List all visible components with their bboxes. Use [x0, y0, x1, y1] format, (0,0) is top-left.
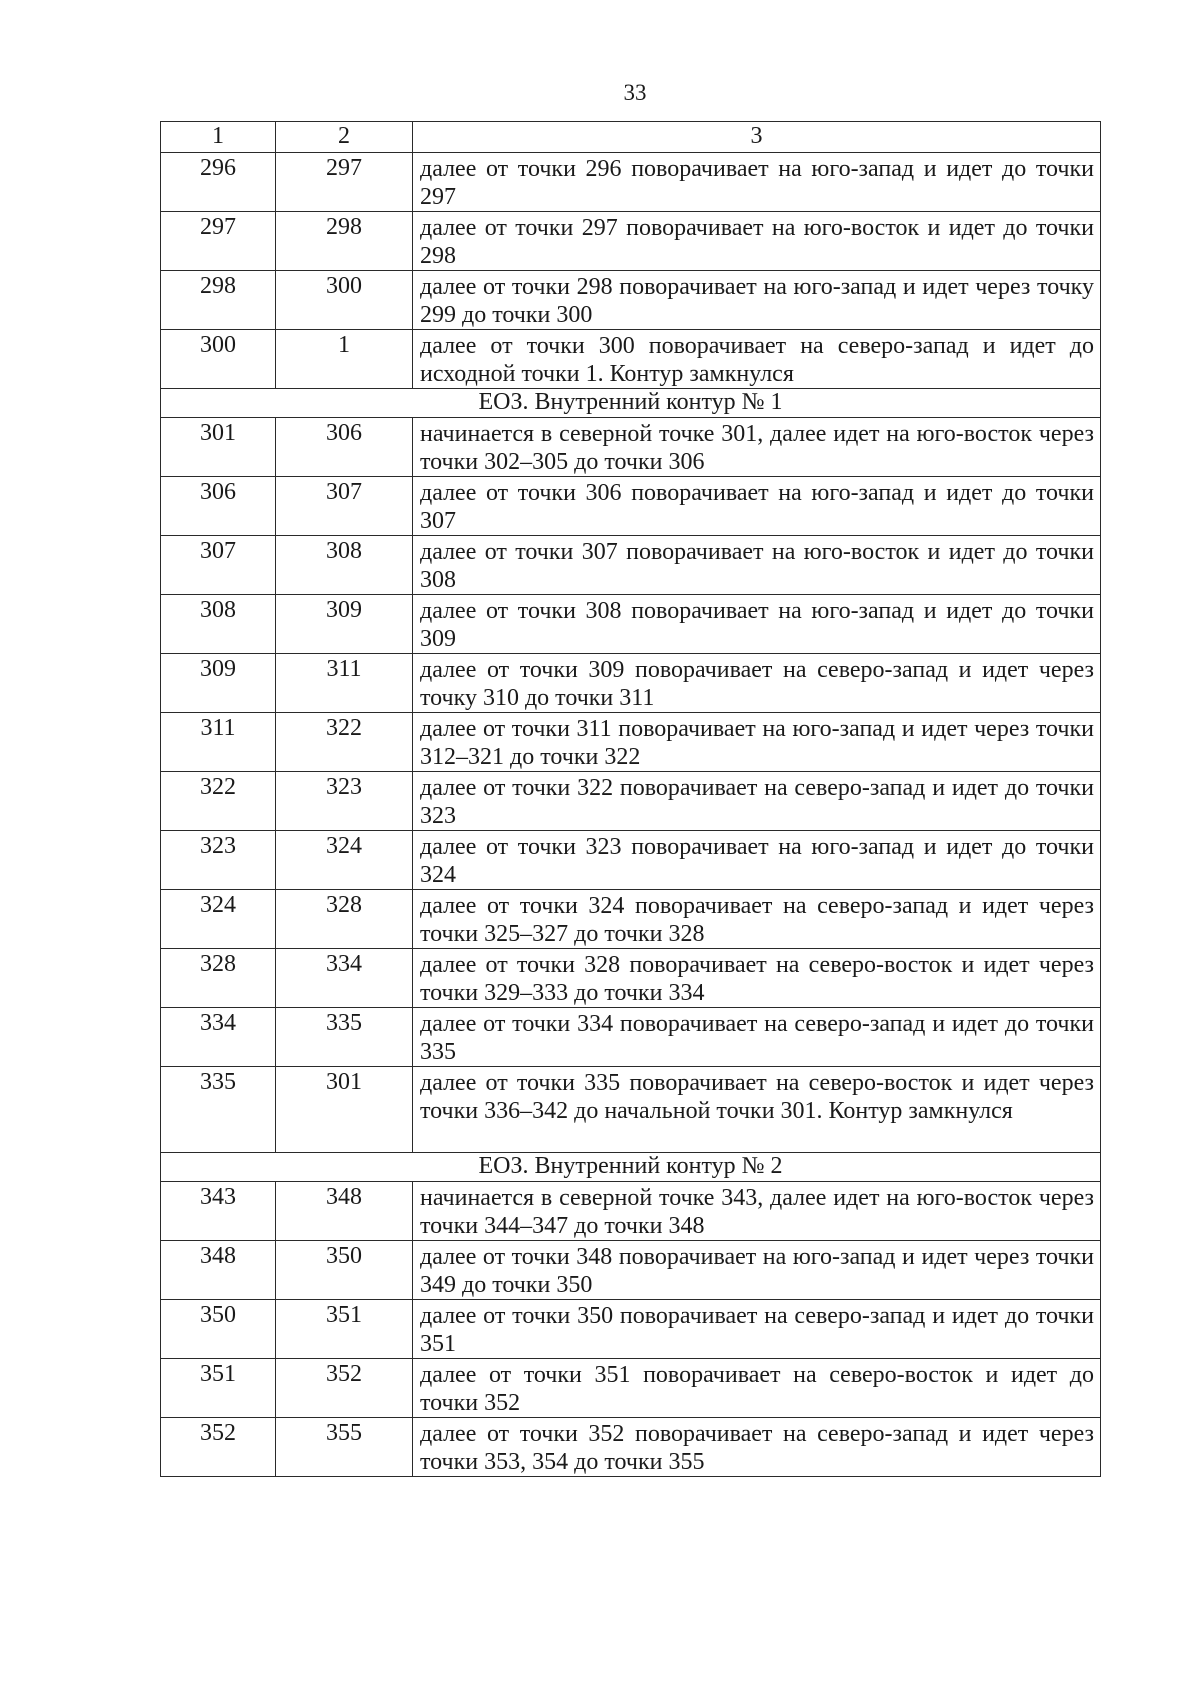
table-row	[161, 1241, 1101, 1300]
to-point-cell: 300	[276, 271, 413, 330]
description-cell: далее от точки 324 поворачивает на северо-запад и идет через точки 325–327 до точки 328	[413, 890, 1101, 949]
to-point-cell: 348	[276, 1182, 413, 1241]
from-point-cell: 348	[161, 1241, 276, 1300]
section-heading: ЕОЗ. Внутренний контур № 1	[161, 389, 1101, 418]
to-point-cell: 307	[276, 477, 413, 536]
to-point-cell: 335	[276, 1008, 413, 1067]
from-point-cell: 351	[161, 1359, 276, 1418]
to-point-cell: 328	[276, 890, 413, 949]
description-cell: далее от точки 308 поворачивает на юго-запад и идет до точки 309	[413, 595, 1101, 654]
from-point-cell: 324	[161, 890, 276, 949]
to-point-cell: 306	[276, 418, 413, 477]
from-point-cell: 352	[161, 1418, 276, 1477]
table-row	[161, 330, 1101, 389]
from-point-cell: 322	[161, 772, 276, 831]
section-heading-row	[161, 389, 1101, 418]
table-row	[161, 1300, 1101, 1359]
from-point-cell: 323	[161, 831, 276, 890]
table-row	[161, 890, 1101, 949]
boundary-description-table	[160, 121, 1101, 1477]
page-number: 33	[623, 80, 647, 105]
column-header-1: 1	[161, 122, 276, 153]
table-row	[161, 831, 1101, 890]
table-row	[161, 772, 1101, 831]
from-point-cell: 306	[161, 477, 276, 536]
table-row	[161, 418, 1101, 477]
description-cell: далее от точки 335 поворачивает на северо-восток и идет через точки 336–342 до начальной точки 301. Контур замкнулся	[413, 1067, 1101, 1153]
description-cell: далее от точки 323 поворачивает на юго-запад и идет до точки 324	[413, 831, 1101, 890]
description-cell: далее от точки 328 поворачивает на северо-восток и идет через точки 329–333 до точки 334	[413, 949, 1101, 1008]
from-point-cell: 309	[161, 654, 276, 713]
from-point-cell: 298	[161, 271, 276, 330]
to-point-cell: 301	[276, 1067, 413, 1153]
to-point-cell: 309	[276, 595, 413, 654]
table-row	[161, 1359, 1101, 1418]
table-row	[161, 153, 1101, 212]
to-point-cell: 323	[276, 772, 413, 831]
column-header-2: 2	[276, 122, 413, 153]
from-point-cell: 334	[161, 1008, 276, 1067]
from-point-cell: 335	[161, 1067, 276, 1153]
description-cell: далее от точки 300 поворачивает на северо-запад и идет до исходной точки 1. Контур замкнулся	[413, 330, 1101, 389]
table-row	[161, 271, 1101, 330]
from-point-cell: 300	[161, 330, 276, 389]
to-point-cell: 324	[276, 831, 413, 890]
to-point-cell: 311	[276, 654, 413, 713]
table-row	[161, 949, 1101, 1008]
description-cell: начинается в северной точке 301, далее идет на юго-восток через точки 302–305 до точки 306	[413, 418, 1101, 477]
table-header-row	[161, 122, 1101, 153]
to-point-cell: 308	[276, 536, 413, 595]
from-point-cell: 311	[161, 713, 276, 772]
description-cell: далее от точки 307 поворачивает на юго-восток и идет до точки 308	[413, 536, 1101, 595]
description-cell: далее от точки 298 поворачивает на юго-запад и идет через точку 299 до точки 300	[413, 271, 1101, 330]
to-point-cell: 1	[276, 330, 413, 389]
to-point-cell: 355	[276, 1418, 413, 1477]
description-cell: далее от точки 352 поворачивает на северо-запад и идет через точки 353, 354 до точки 355	[413, 1418, 1101, 1477]
table-row	[161, 1182, 1101, 1241]
description-cell: далее от точки 350 поворачивает на северо-запад и идет до точки 351	[413, 1300, 1101, 1359]
section-heading: ЕОЗ. Внутренний контур № 2	[161, 1153, 1101, 1182]
table-row	[161, 1008, 1101, 1067]
from-point-cell: 307	[161, 536, 276, 595]
to-point-cell: 322	[276, 713, 413, 772]
from-point-cell: 350	[161, 1300, 276, 1359]
description-cell: далее от точки 351 поворачивает на северо-восток и идет до точки 352	[413, 1359, 1101, 1418]
to-point-cell: 351	[276, 1300, 413, 1359]
description-cell: далее от точки 311 поворачивает на юго-запад и идет через точки 312–321 до точки 322	[413, 713, 1101, 772]
table-row	[161, 1418, 1101, 1477]
description-cell: начинается в северной точке 343, далее идет на юго-восток через точки 344–347 до точки 348	[413, 1182, 1101, 1241]
description-cell: далее от точки 297 поворачивает на юго-восток и идет до точки 298	[413, 212, 1101, 271]
to-point-cell: 298	[276, 212, 413, 271]
from-point-cell: 343	[161, 1182, 276, 1241]
table-row	[161, 713, 1101, 772]
to-point-cell: 350	[276, 1241, 413, 1300]
to-point-cell: 297	[276, 153, 413, 212]
to-point-cell: 352	[276, 1359, 413, 1418]
from-point-cell: 328	[161, 949, 276, 1008]
from-point-cell: 301	[161, 418, 276, 477]
description-cell: далее от точки 334 поворачивает на северо-запад и идет до точки 335	[413, 1008, 1101, 1067]
section-heading-row	[161, 1153, 1101, 1182]
table-row	[161, 536, 1101, 595]
description-cell: далее от точки 322 поворачивает на северо-запад и идет до точки 323	[413, 772, 1101, 831]
from-point-cell: 297	[161, 212, 276, 271]
column-header-3: 3	[413, 122, 1101, 153]
table-row	[161, 477, 1101, 536]
table-row	[161, 212, 1101, 271]
description-cell: далее от точки 306 поворачивает на юго-запад и идет до точки 307	[413, 477, 1101, 536]
table-row	[161, 1067, 1101, 1153]
from-point-cell: 296	[161, 153, 276, 212]
table-row	[161, 654, 1101, 713]
description-cell: далее от точки 309 поворачивает на северо-запад и идет через точку 310 до точки 311	[413, 654, 1101, 713]
table-row	[161, 595, 1101, 654]
description-cell: далее от точки 296 поворачивает на юго-запад и идет до точки 297	[413, 153, 1101, 212]
from-point-cell: 308	[161, 595, 276, 654]
to-point-cell: 334	[276, 949, 413, 1008]
description-cell: далее от точки 348 поворачивает на юго-запад и идет через точки 349 до точки 350	[413, 1241, 1101, 1300]
